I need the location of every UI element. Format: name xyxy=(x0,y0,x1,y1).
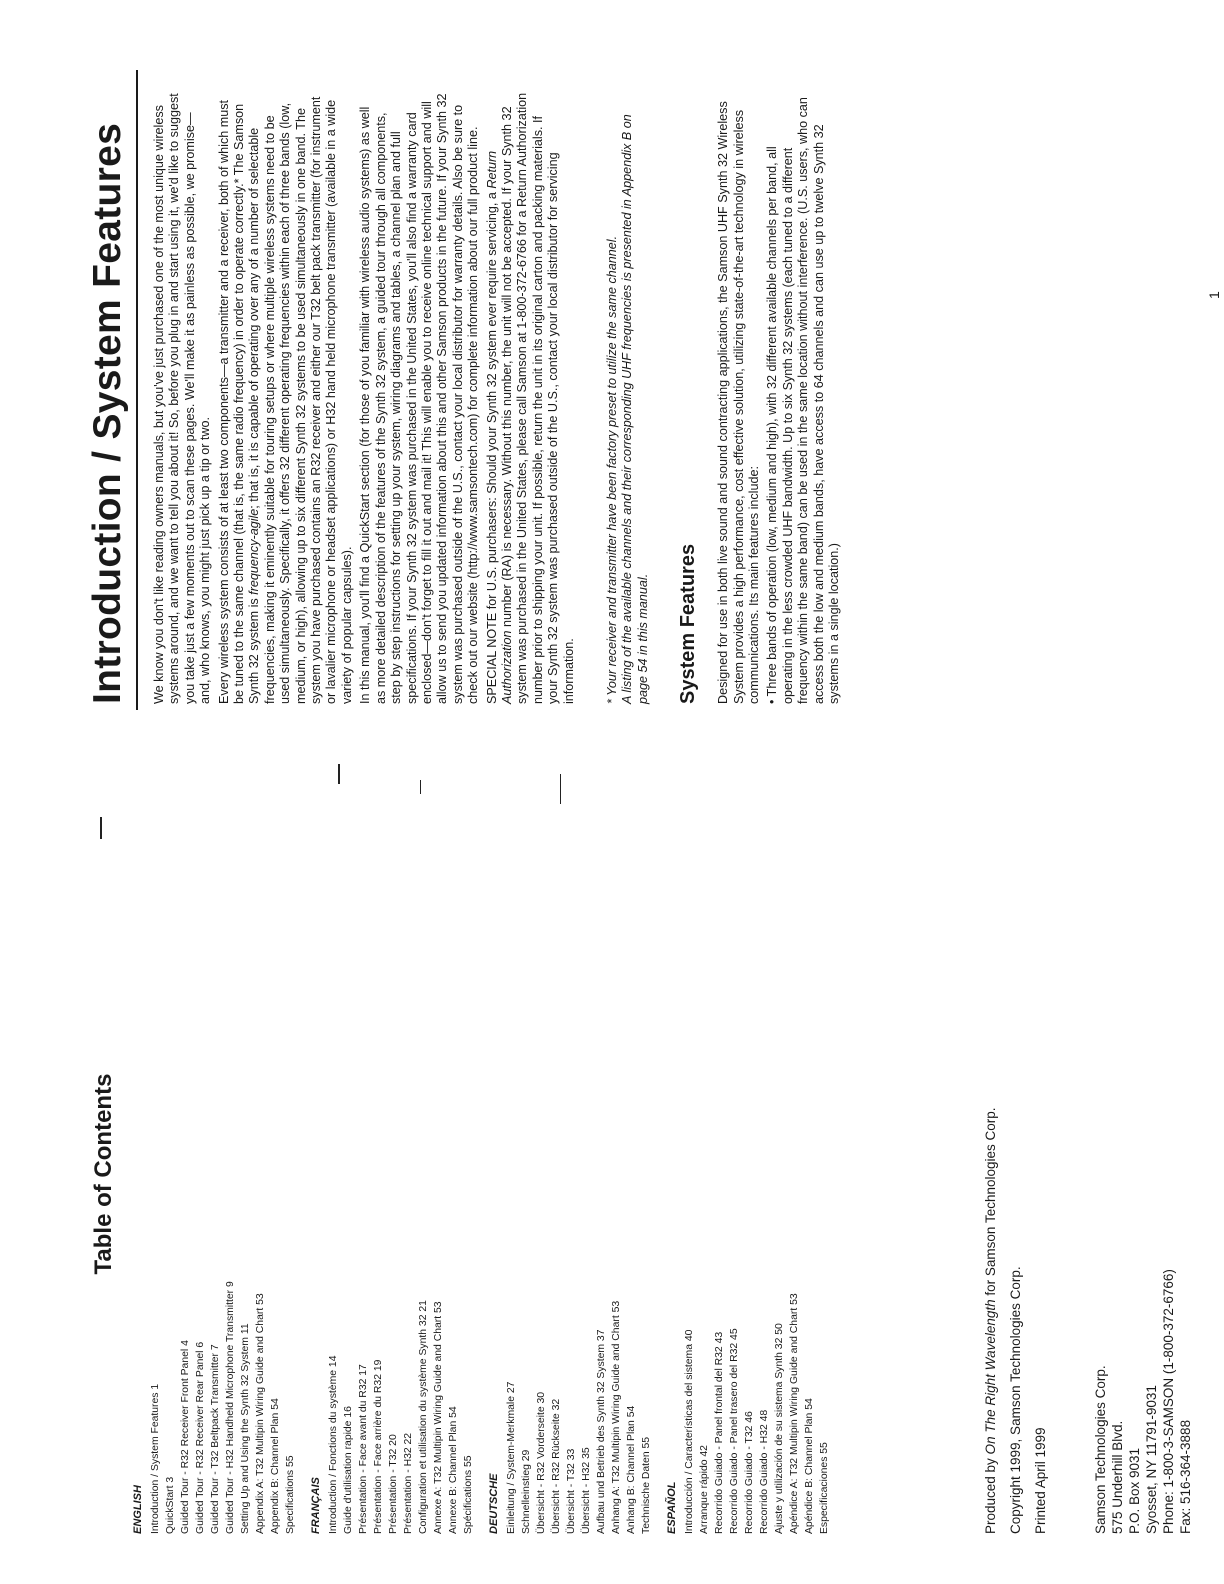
toc-entry: Anhang A: T32 Multipin Wiring Guide and Chart 53 xyxy=(611,1300,622,1534)
toc-section-francais xyxy=(310,914,476,1534)
toc-entry: Guided Tour - H32 Handheld Microphone Transmitter 9 xyxy=(225,1281,236,1534)
text-run: Every wireless system consists of at least two components—a transmitter and a receiver, both of which must be tuned to the same channel (that is, the same radio frequency) in order to operate correctly.* The Samson Synth 32 system is xyxy=(216,99,262,704)
toc-entry: Présentation - H32 22 xyxy=(403,1432,414,1534)
toc-section-heading: FRANÇAIS xyxy=(310,1477,322,1534)
features-bullet: • Three bands of operation (low, medium and high), with 32 different available channels per band, all operating in the less crowded UHF bandwidth. Up to six Synth 32 systems (each tuned to a different frequency within the same band) can be used in the same location without interference. (U.S. users, who can access both the low and medium bands, have access to 64 channels and can use up to twelve Synth 32 systems in a single location.) xyxy=(765,97,842,704)
intro-paragraph: We know you don't like reading owners manuals, but you've just purchased one of the most unique wireless systems around, and we want to tell you about it! So, before you plug in and start using it, we'd like to suggest you take just a few moments out to scan these pages. We'll make it as painless as possible, we promise—and, who knows, you might just pick up a tip or two. xyxy=(152,93,213,704)
footnote-line: A listing of the available channels and their corresponding UHF frequencies is presented in Appendix B on page 54 in this manual. xyxy=(620,114,650,704)
text-run: SPECIAL NOTE for U.S. purchasers: Should your Synth 32 system ever require servicing, a xyxy=(484,188,499,704)
intro-paragraph: In this manual, you'll find a QuickStart section (for those of you familiar with wireless audio systems) as well as more detailed description of the features of the Synth 32 system, a guided tour through all components, step by step instructions for setting up your system, wiring diagrams and tables, a channel plan and full specifications. If your Synth 32 system was purchased in the United States, you'll also find a warranty card enclosed—don't forget to fill it out and mail it! This will enable you to receive online technical support and will allow us to send you updated information about this and other Samson products in the future. If your Synth 32 system was purchased outside of the U.S., contact your local distributor for warranty details. Also be sure to check out our website (http://www.samsontech.com) for complete information about our full product line. xyxy=(358,93,481,704)
toc-section-espanol xyxy=(666,914,832,1534)
produced-title: On The Right Wavelength xyxy=(983,1299,998,1455)
company-address xyxy=(1092,914,1194,1534)
toc-entry: Présentation - T32 20 xyxy=(388,1434,399,1534)
copyright: Copyright 1999, Samson Technologies Corp. xyxy=(1008,1266,1023,1534)
intro-paragraph xyxy=(217,92,356,704)
toc-entry: Recorrido Guiado - T32 46 xyxy=(744,1411,755,1534)
toc-entry: Specifications 55 xyxy=(285,1455,296,1534)
text-run: ; that is, it is capable of operating over any of a number of selectable frequencies, making it eminently suitable for touring setups or where multiple wireless systems need to be used simultaneously. Specifically, it offers 32 different operating frequencies within each of three bands (low, medium, or high), allowing up to six different Synth 32 systems to be used simultaneously in one band. The system you have purchased contains an R32 receiver and either our T32 belt pack transmitter (for instrument or lavalier microphone or headset applications) or H32 hand held microphone transmitter (available in a wide variety of popular capsules). xyxy=(247,96,354,704)
address-line: Samson Technologies Corp. xyxy=(1093,1365,1108,1534)
toc-entry: Aufbau und Betrieb des Synth 32 System 37 xyxy=(596,1329,607,1534)
toc-entry: Übersicht - T32 33 xyxy=(566,1448,577,1534)
scan-mark xyxy=(560,774,561,804)
address-line: Fax: 516-364-3888 xyxy=(1178,1419,1193,1534)
toc-entry: Übersicht - R32 Rückseite 32 xyxy=(551,1398,562,1534)
printed-date: Printed April 1999 xyxy=(1033,1427,1048,1534)
footnote-line: * Your receiver and transmitter have been factory preset to utilize the same channel. xyxy=(604,235,619,704)
page-number: 1 xyxy=(1206,291,1222,299)
toc-entry: Übersicht - R32 Vorderseite 30 xyxy=(536,1391,547,1534)
toc-section-heading: ENGLISH xyxy=(132,1485,144,1534)
toc-entry: Einleitung / System-Merkmale 27 xyxy=(506,1381,517,1534)
toc-entry: Ajuste y utilización de su sistema Synth 32 50 xyxy=(774,1323,785,1534)
toc-entry: Guide d'utilisation rapide 16 xyxy=(343,1406,354,1534)
toc-entry: Apéndice B: Channel Plan 54 xyxy=(804,1398,815,1534)
toc-entry: Guided Tour - R32 Receiver Front Panel 4 xyxy=(180,1340,191,1534)
toc-entry: Apéndice A: T32 Multipin Wiring Guide and Chart 53 xyxy=(789,1293,800,1534)
scan-mark xyxy=(100,817,102,839)
address-line: 575 Underhill Blvd. xyxy=(1110,1420,1125,1534)
features-paragraph: Designed for use in both live sound and sound contracting applications, the Samson UHF Synth 32 Wireless System provides a high performance, cost effective solution, utilizing state-of-the-art technology in wireless communications. Its main features include: xyxy=(716,101,761,704)
produced-prefix: Produced by xyxy=(983,1454,998,1534)
toc-entry: QuickStart 3 xyxy=(165,1476,176,1534)
toc-entry: Introducción / Características del sistema 40 xyxy=(684,1329,695,1534)
scan-mark xyxy=(420,780,421,794)
produced-by xyxy=(978,914,1003,1534)
toc-entry: Configuration et utilisation du système Synth 32 21 xyxy=(418,1300,429,1534)
toc-entry: Especificaciones 55 xyxy=(819,1442,830,1534)
emphasis-text: Return Authorization xyxy=(484,150,514,704)
toc-title: Table of Contents xyxy=(90,1073,117,1275)
toc-entry: Guided Tour - T32 Beltpack Transmitter 7 xyxy=(210,1344,221,1534)
toc-entry: Annexe B: Channel Plan 54 xyxy=(448,1406,459,1534)
toc-section-heading: DEUTSCHE xyxy=(488,1473,500,1534)
toc-entry: Recorrido Guiado - Panel frontal del R32 43 xyxy=(714,1331,725,1534)
toc-entry: Présentation - Face arrière du R32 19 xyxy=(373,1359,384,1534)
toc-entry: Schnelleinstieg 29 xyxy=(521,1449,532,1534)
toc-entry: Annexe A: T32 Multipin Wiring Guide and Chart 53 xyxy=(433,1301,444,1534)
address-line: P.O. Box 9031 xyxy=(1127,1447,1142,1534)
footnote xyxy=(605,92,651,704)
toc-entry: Appendix B: Channel Plan 54 xyxy=(270,1398,281,1534)
produced-suffix: for Samson Technologies Corp. xyxy=(983,1107,998,1300)
toc-entry: Technische Daten 55 xyxy=(641,1436,652,1534)
toc-entry: Recorrido Guiado - Panel trasero del R32 45 xyxy=(729,1328,740,1534)
toc-entry: Présentation - Face avant du R32 17 xyxy=(358,1364,369,1534)
emphasis-text: frequency-agile xyxy=(247,508,262,595)
toc-section-english xyxy=(132,914,298,1534)
toc-section-deutsche xyxy=(488,914,654,1534)
toc-entry: Appendix A: T32 Multipin Wiring Guide and Chart 53 xyxy=(255,1293,266,1534)
table-of-contents xyxy=(90,914,1193,1534)
toc-entry: Anhang B: Channel Plan 54 xyxy=(626,1405,637,1534)
toc-entry: Guided Tour - R32 Receiver Rear Panel 6 xyxy=(195,1341,206,1534)
scan-mark xyxy=(338,764,340,784)
page-title: Introduction / System Features xyxy=(86,122,129,704)
toc-section-heading: ESPAÑOL xyxy=(666,1481,678,1534)
toc-entry: Setting Up and Using the Synth 32 System 11 xyxy=(240,1323,251,1534)
toc-entry: Recorrido Guiado - H32 48 xyxy=(759,1409,770,1534)
section-heading: System Features xyxy=(677,543,700,704)
introduction-page xyxy=(86,92,1222,704)
production-credits xyxy=(978,914,1053,1534)
toc-entry: Introduction / Fonctions du système 14 xyxy=(328,1355,339,1534)
special-note-paragraph xyxy=(485,92,577,704)
title-rule xyxy=(136,70,138,710)
address-line: Phone: 1-800-3-SAMSON (1-800-372-6766) xyxy=(1161,1269,1176,1534)
toc-entry: Übersicht - H32 35 xyxy=(581,1447,592,1534)
toc-entry: Arranque rápido 42 xyxy=(699,1445,710,1534)
toc-entry: Spécifications 55 xyxy=(463,1455,474,1534)
text-run: number (RA) is necessary. Without this number, the unit will not be accepted. If your Synth 32 system was purchased in the United States, please call Samson at 1-800-372-6766 for a Return Authorization number prior to shipping your unit. If possible, return the unit in its original carton and packing materials. If your Synth 32 system was purchased outside of the U.S., contact your local distributor for servicing information. xyxy=(499,92,576,704)
address-line: Syosset, NY 11791-9031 xyxy=(1144,1385,1159,1534)
toc-entry: Introduction / System Features 1 xyxy=(150,1383,161,1534)
